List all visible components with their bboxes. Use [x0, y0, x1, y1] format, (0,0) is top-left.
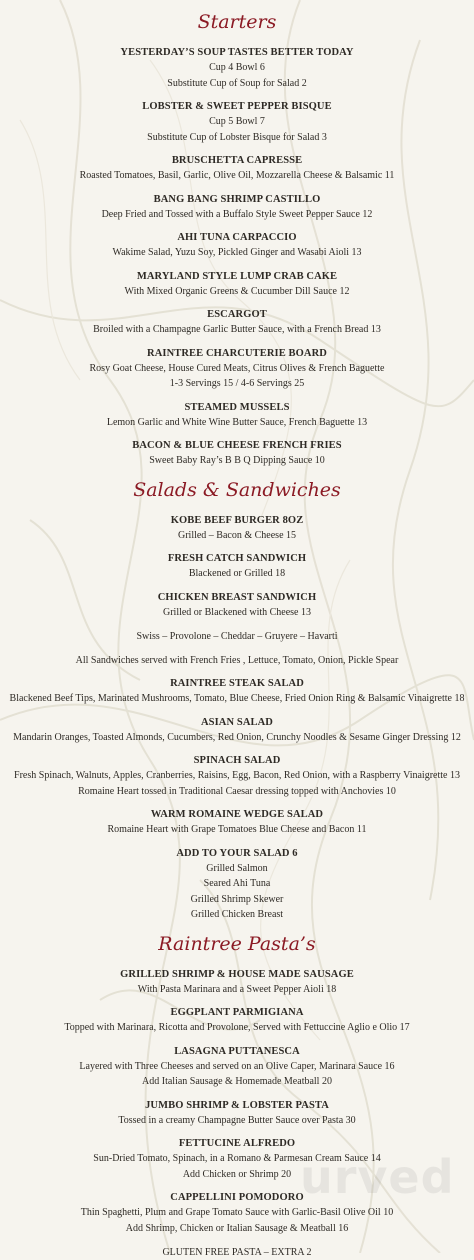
menu-item-description: Add Italian Sausage & Homemade Meatball 20	[142, 1076, 332, 1087]
menu-item	[0, 1099, 474, 1129]
menu-item-description: Roasted Tomatoes, Basil, Garlic, Olive Oil, Mozzarella Cheese & Balsamic 11	[79, 170, 395, 181]
menu-item-name: STEAMED MUSSELS	[184, 401, 290, 413]
menu-item-name: LOBSTER & SWEET PEPPER BISQUE	[142, 101, 332, 112]
menu-item-description: Layered with Three Cheeses and served on an Olive Caper, Marinara Sauce 16	[79, 1060, 395, 1072]
menu-item-description: Rosy Goat Cheese, House Cured Meats, Citrus Olives & French Baguette	[89, 362, 385, 374]
menu-item-name: BACON & BLUE CHEESE FRENCH FRIES	[132, 440, 342, 451]
menu-item-name: EGGPLANT PARMIGIANA	[170, 1007, 304, 1018]
menu-item	[0, 754, 474, 799]
salads-list	[0, 677, 474, 923]
menu-item-name: CAPPELLINI POMODORO	[170, 1192, 304, 1203]
menu-item	[0, 1045, 474, 1090]
menu-item-description: With Pasta Marinara and a Sweet Pepper Aioli 18	[137, 983, 337, 995]
starters-list	[0, 46, 474, 469]
menu-item	[0, 270, 474, 300]
menu-item	[0, 46, 474, 91]
menu-item-name: RAINTREE CHARCUTERIE BOARD	[147, 347, 327, 359]
menu-item-name: ESCARGOT	[207, 309, 267, 320]
menu-item-description: Substitute Cup of Soup for Salad 2	[167, 77, 307, 89]
menu-item-description: Thin Spaghetti, Plum and Grape Tomato Sauce with Garlic-Basil Olive Oil 10	[80, 1207, 394, 1218]
sandwich-sides-note: All Sandwiches served with French Fries , Lettuce, Tomato, Onion, Pickle Spear	[75, 655, 399, 666]
menu-item-name: FETTUCINE ALFREDO	[178, 1138, 296, 1149]
menu-item-description: Blackened or Grilled 18	[188, 568, 286, 579]
menu-item-description: Lemon Garlic and White Wine Butter Sauce, French Baguette 13	[106, 416, 368, 428]
menu-item-name: BANG BANG SHRIMP CASTILLO	[153, 193, 321, 205]
menu-item	[0, 439, 474, 469]
menu-item-description: Add Shrimp, Chicken or Italian Sausage & Meatball 16	[125, 1222, 349, 1234]
menu-item-description: Sweet Baby Ray’s B B Q Dipping Sauce 10	[149, 455, 325, 466]
menu-item	[0, 716, 474, 746]
menu-item-description: Grilled Chicken Breast	[190, 909, 284, 920]
menu-item	[0, 808, 474, 838]
gluten-free-note: GLUTEN FREE PASTA – EXTRA 2	[162, 1247, 312, 1258]
menu-item	[0, 154, 474, 184]
menu-item-description: Wakime Salad, Yuzu Soy, Pickled Ginger and Wasabi Aioli 13	[112, 247, 362, 258]
menu-item-name: GRILLED SHRIMP & HOUSE MADE SAUSAGE	[120, 968, 354, 980]
menu-item-description: Cup 5 Bowl 7	[209, 116, 265, 127]
menu-item-description: Grilled Shrimp Skewer	[190, 893, 284, 905]
menu-item-description: Grilled Salmon	[206, 862, 268, 874]
menu-item	[0, 552, 474, 582]
menu-item	[0, 591, 474, 621]
section-title-salads-sandwiches: Salads & Sandwiches	[133, 478, 341, 501]
menu-item-description: Grilled – Bacon & Cheese 15	[177, 529, 297, 541]
menu-item	[0, 401, 474, 431]
menu-item-name: YESTERDAY’S SOUP TASTES BETTER TODAY	[120, 47, 354, 58]
menu-item	[0, 347, 474, 392]
menu-item-description: Broiled with a Champagne Garlic Butter Sauce, with a French Bread 13	[93, 324, 381, 335]
section-title-pasta: Raintree Pasta’s	[158, 932, 316, 955]
menu-item-description: Sun-Dried Tomato, Spinach, in a Romano & Parmesan Cream Sauce 14	[93, 1153, 381, 1164]
menu-item-description: Add Chicken or Shrimp 20	[182, 1168, 292, 1180]
menu-item	[0, 514, 474, 544]
section-title-starters: Starters	[197, 11, 277, 33]
menu-item-name: SPINACH SALAD	[193, 755, 281, 766]
menu-item	[0, 1137, 474, 1182]
menu-item	[0, 677, 474, 707]
cheese-options-note: Swiss – Provolone – Cheddar – Gruyere – Havarti	[136, 631, 338, 642]
menu-item-name: AHI TUNA CARPACCIO	[177, 232, 297, 243]
menu-item-description: Fresh Spinach, Walnuts, Apples, Cranberries, Raisins, Egg, Bacon, Red Onion, with a Raspberry Vinaigrette 13	[14, 770, 460, 781]
menu-item-description: Blackened Beef Tips, Marinated Mushrooms, Tomato, Blue Cheese, Fried Onion Ring & Balsamic Vinaigrette 18	[9, 693, 465, 704]
menu-item-name: JUMBO SHRIMP & LOBSTER PASTA	[145, 1099, 329, 1111]
menu-item-name: WARM ROMAINE WEDGE SALAD	[150, 809, 324, 820]
menu-item-name: RAINTREE STEAK SALAD	[170, 678, 304, 689]
menu-item	[0, 231, 474, 261]
menu-item-name: FRESH CATCH SANDWICH	[167, 553, 307, 564]
menu-item	[0, 1006, 474, 1036]
menu-item-name: ASIAN SALAD	[201, 716, 273, 728]
menu-item-description: Romaine Heart with Grape Tomatoes Blue Cheese and Bacon 11	[107, 824, 367, 835]
menu-item-name: CHICKEN BREAST SANDWICH	[157, 591, 317, 603]
menu-item	[0, 308, 474, 338]
pasta-list	[0, 968, 474, 1237]
sandwiches-list	[0, 514, 474, 621]
menu-item	[0, 968, 474, 998]
menu-item	[0, 847, 474, 923]
menu-item-description: With Mixed Organic Greens & Cucumber Dill Sauce 12	[124, 285, 350, 297]
menu-item-description: Tossed in a creamy Champagne Butter Sauce over Pasta 30	[118, 1114, 356, 1126]
menu-item-description: Grilled or Blackened with Cheese 13	[162, 606, 311, 618]
menu-item-description: Romaine Heart tossed in Traditional Caesar dressing topped with Anchovies 10	[78, 785, 396, 797]
menu-item-name: LASAGNA PUTTANESCA	[174, 1045, 300, 1057]
watermark-text: urved	[300, 1150, 455, 1204]
menu-item-description: Mandarin Oranges, Toasted Almonds, Cucumbers, Red Onion, Crunchy Noodles & Sesame Ginger Dressing 12	[13, 731, 461, 743]
menu-item-description: Cup 4 Bowl 6	[209, 62, 265, 73]
menu-item-description: Substitute Cup of Lobster Bisque for Salad 3	[147, 131, 327, 143]
menu-item	[0, 1191, 474, 1236]
menu-item-name: ADD TO YOUR SALAD 6	[176, 847, 298, 859]
menu-item-name: BRUSCHETTA CAPRESSE	[171, 155, 303, 166]
menu-item	[0, 100, 474, 145]
menu-item-description: Seared Ahi Tuna	[203, 878, 271, 889]
menu-item-description: 1-3 Servings 15 / 4-6 Servings 25	[169, 378, 305, 389]
menu-item-description: Deep Fried and Tossed with a Buffalo Style Sweet Pepper Sauce 12	[101, 208, 373, 220]
menu-item	[0, 193, 474, 223]
menu-item-name: KOBE BEEF BURGER 8OZ	[170, 514, 304, 526]
menu-item-description: Topped with Marinara, Ricotta and Provolone, Served with Fettuccine Aglio e Olio 17	[64, 1022, 410, 1033]
menu-item-name: MARYLAND STYLE LUMP CRAB CAKE	[136, 270, 338, 282]
